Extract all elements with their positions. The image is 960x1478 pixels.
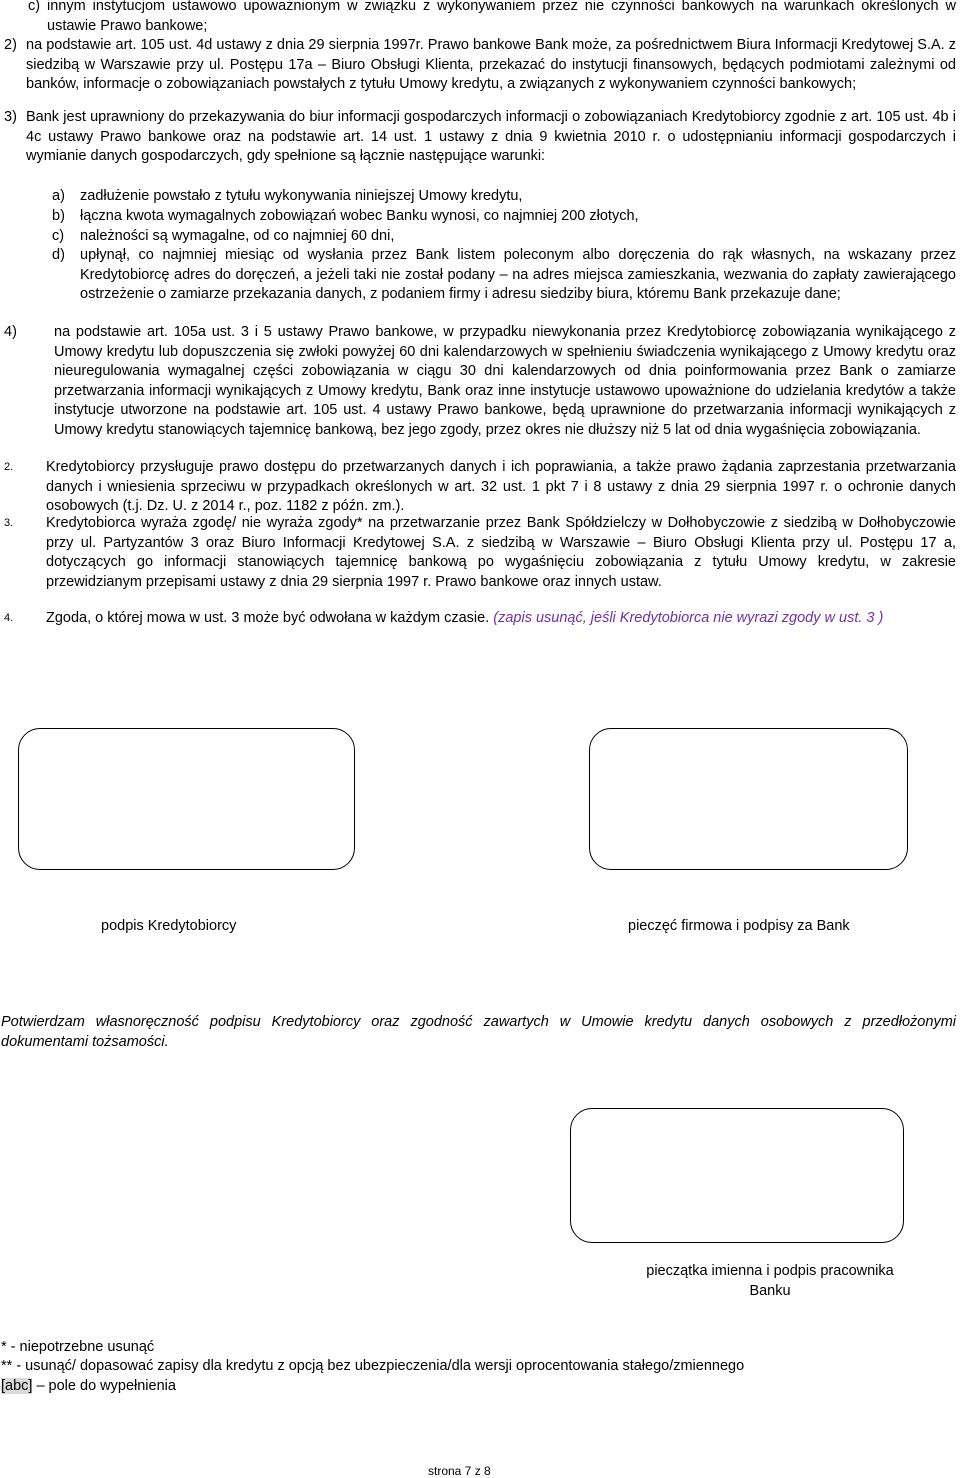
borrower-signature-label: podpis Kredytobiorcy [101, 918, 237, 934]
list-item-c-institutions [28, 0, 956, 36]
paragraph-marker: 4. [4, 612, 14, 624]
paragraph-text: Kredytobiorcy przysługuje prawo dostępu do przetwarzanych danych i ich poprawiania, a także prawo żądania zaprzestania przetwarzania danych i wniesienia sprzeciwu w przypadkach określonych w art. 32 ust. 1 pkt 7 i 8 ustawy z dnia 29 sierpnia 1997 r. o ochronie danych osobowych (t.j. Dz. U. z 2014 r., poz. 1182 z późn. zm.). [46, 459, 956, 514]
list-item-text: innym instytucjom ustawowo upoważnionym w związku z wykonywaniem przez nie czynności bankowych na warunkach określonych w ustawie Prawo bankowe; [47, 0, 956, 34]
condition-text: łączna kwota wymagalnych zobowiązań wobec Banku wynosi, co najmniej 200 złotych, [80, 208, 639, 224]
page-number: strona 7 z 8 [428, 1464, 491, 1478]
list-marker: 4) [4, 324, 17, 340]
paragraph-2 [4, 458, 956, 517]
list-item-4 [4, 323, 956, 440]
fillable-field-description: – pole do wypełnienia [32, 1378, 176, 1394]
list-marker: c) [52, 228, 65, 244]
footnote-field-legend [1, 1377, 176, 1397]
condition-text: zadłużenie powstało z tytułu wykonywania niniejszej Umowy kredytu, [80, 188, 523, 204]
list-item-2 [4, 36, 956, 95]
employee-label-line2: Banku [749, 1282, 791, 1299]
list-marker: c) [28, 0, 41, 14]
footnote-asterisk: * - niepotrzebne usunąć [1, 1339, 155, 1355]
borrower-signature-box[interactable] [18, 728, 355, 870]
list-marker: a) [52, 188, 65, 204]
condition-text: upłynął, co najmniej miesiąc od wysłania przez Bank listem poleconym albo doręczenia do rąk własnych, na wskazany przez Kredytobiorcę adres do doręczeń, a jeżeli taki nie został podany – na adres miejsca zamieszkania, wezwania do zapłaty zawierającego ostrzeżenie o zamiarze przekazania danych, z podaniem firmy i adresu siedziby biura, któremu Bank przekazuje dane; [80, 247, 956, 302]
signature-confirmation: Potwierdzam własnoręczność podpisu Kredytobiorcy oraz zgodność zawartych w Umowie kredytu danych osobowych z przedłożonymi dokumentami tożsamości. [1, 1014, 956, 1050]
bank-stamp-box[interactable] [589, 728, 908, 870]
fillable-field-sample: [abc] [1, 1378, 33, 1394]
condition-b [52, 207, 956, 227]
employee-label-line1: pieczątka imienna i podpis pracownika [646, 1263, 894, 1279]
consent-revocation-text: Zgoda, o której mowa w ust. 3 może być odwołana w każdym czasie. [46, 610, 490, 626]
list-item-text: na podstawie art. 105 ust. 4d ustawy z dnia 29 sierpnia 1997r. Prawo bankowe Bank może, za pośrednictwem Biura Informacji Kredytowej S.A. z siedzibą w Warszawie przy ul. Postępu 17a – Biuro Obsługi Klienta, przekazać do instytucji finansowych, będących podmiotami zależnymi od banków, informacje o zobowiązaniach powstałych z tytułu Umowy kredytu, a związanych z wykonywaniem czynności bankowych; [26, 37, 956, 92]
employee-stamp-label [600, 1262, 940, 1301]
list-marker: b) [52, 208, 65, 224]
condition-d [52, 246, 956, 305]
list-item-text: na podstawie art. 105a ust. 3 i 5 ustawy Prawo bankowe, w przypadku niewykonania przez Kredytobiorcę zobowiązania wynikającego z Umowy kredytu lub dopuszczenia się zwłoki powyżej 60 dni kalendarzowych w spełnieniu świadczenia wynikającego z Umowy kredytu oraz nieuregulowania wymagalnej części zobowiązania w ciągu 30 dni kalendarzowych od dnia poinformowania przez Bank o zamiarze przetwarzania informacji wynikających z Umowy kredytu, Bank oraz inne instytucje ustawowo upoważnione do udzielania kredytów a także instytucje utworzone na podstawie art. 105 ust. 4 ustawy Prawo bankowe, będą uprawnione do przetwarzania informacji wynikających z Umowy kredytu stanowiących tajemnicę bankową, bez jego zgody, przez okres nie dłuższy niż 5 lat od dnia wygaśnięcia zobowiązania. [54, 324, 956, 438]
list-marker: d) [52, 247, 65, 263]
paragraph-text [46, 609, 956, 629]
bank-stamp-label: pieczęć firmowa i podpisy za Bank [628, 918, 850, 934]
footnote-double-asterisk: ** - usunąć/ dopasować zapisy dla kredytu z opcją bez ubezpieczenia/dla wersji oprocentowania stałego/zmiennego [1, 1358, 745, 1374]
employee-stamp-box[interactable] [570, 1108, 904, 1243]
list-marker: 3) [4, 109, 17, 125]
condition-text: należności są wymagalne, od co najmniej 60 dni, [80, 228, 395, 244]
paragraph-text: Kredytobiorca wyraża zgodę/ nie wyraża zgody* na przetwarzanie przez Bank Spółdzielczy w Dołhobyczowie z siedzibą w Dołhobyczowie przy ul. Partyzantów 3 oraz Biuro Informacji Kredytowej S.A. z siedzibą w Warszawie – Biuro Obsługi Klienta przy ul. Postępu 17 a, dotyczących go informacji stanowiących tajemnicę bankową po wygaśnięciu zobowiązania z tytułu Umowy kredytu, w zakresie przewidzianym przepisami ustawy z dnia 29 sierpnia 1997 r. Prawo bankowe oraz innych ustaw. [46, 515, 956, 590]
paragraph-marker: 2. [4, 461, 14, 473]
condition-a [52, 187, 956, 207]
paragraph-3 [4, 514, 956, 592]
paragraph-4 [4, 609, 956, 629]
editor-note: (zapis usunąć, jeśli Kredytobiorca nie wyrazi zgody w ust. 3 ) [493, 610, 884, 626]
list-item-text: Bank jest uprawniony do przekazywania do biur informacji gospodarczych informacji o zobowiązaniach Kredytobiorcy zgodnie z art. 105 ust. 4b i 4c ustawy Prawo bankowe oraz na podstawie art. 14 ust. 1 ustawy z dnia 9 kwietnia 2010 r. o udostępnianiu informacji gospodarczych i wymianie danych gospodarczych, gdy spełnione są łącznie następujące warunki: [26, 109, 956, 164]
list-marker: 2) [4, 37, 17, 53]
list-item-3 [4, 108, 956, 167]
paragraph-marker: 3. [4, 517, 14, 529]
condition-c [52, 227, 956, 247]
